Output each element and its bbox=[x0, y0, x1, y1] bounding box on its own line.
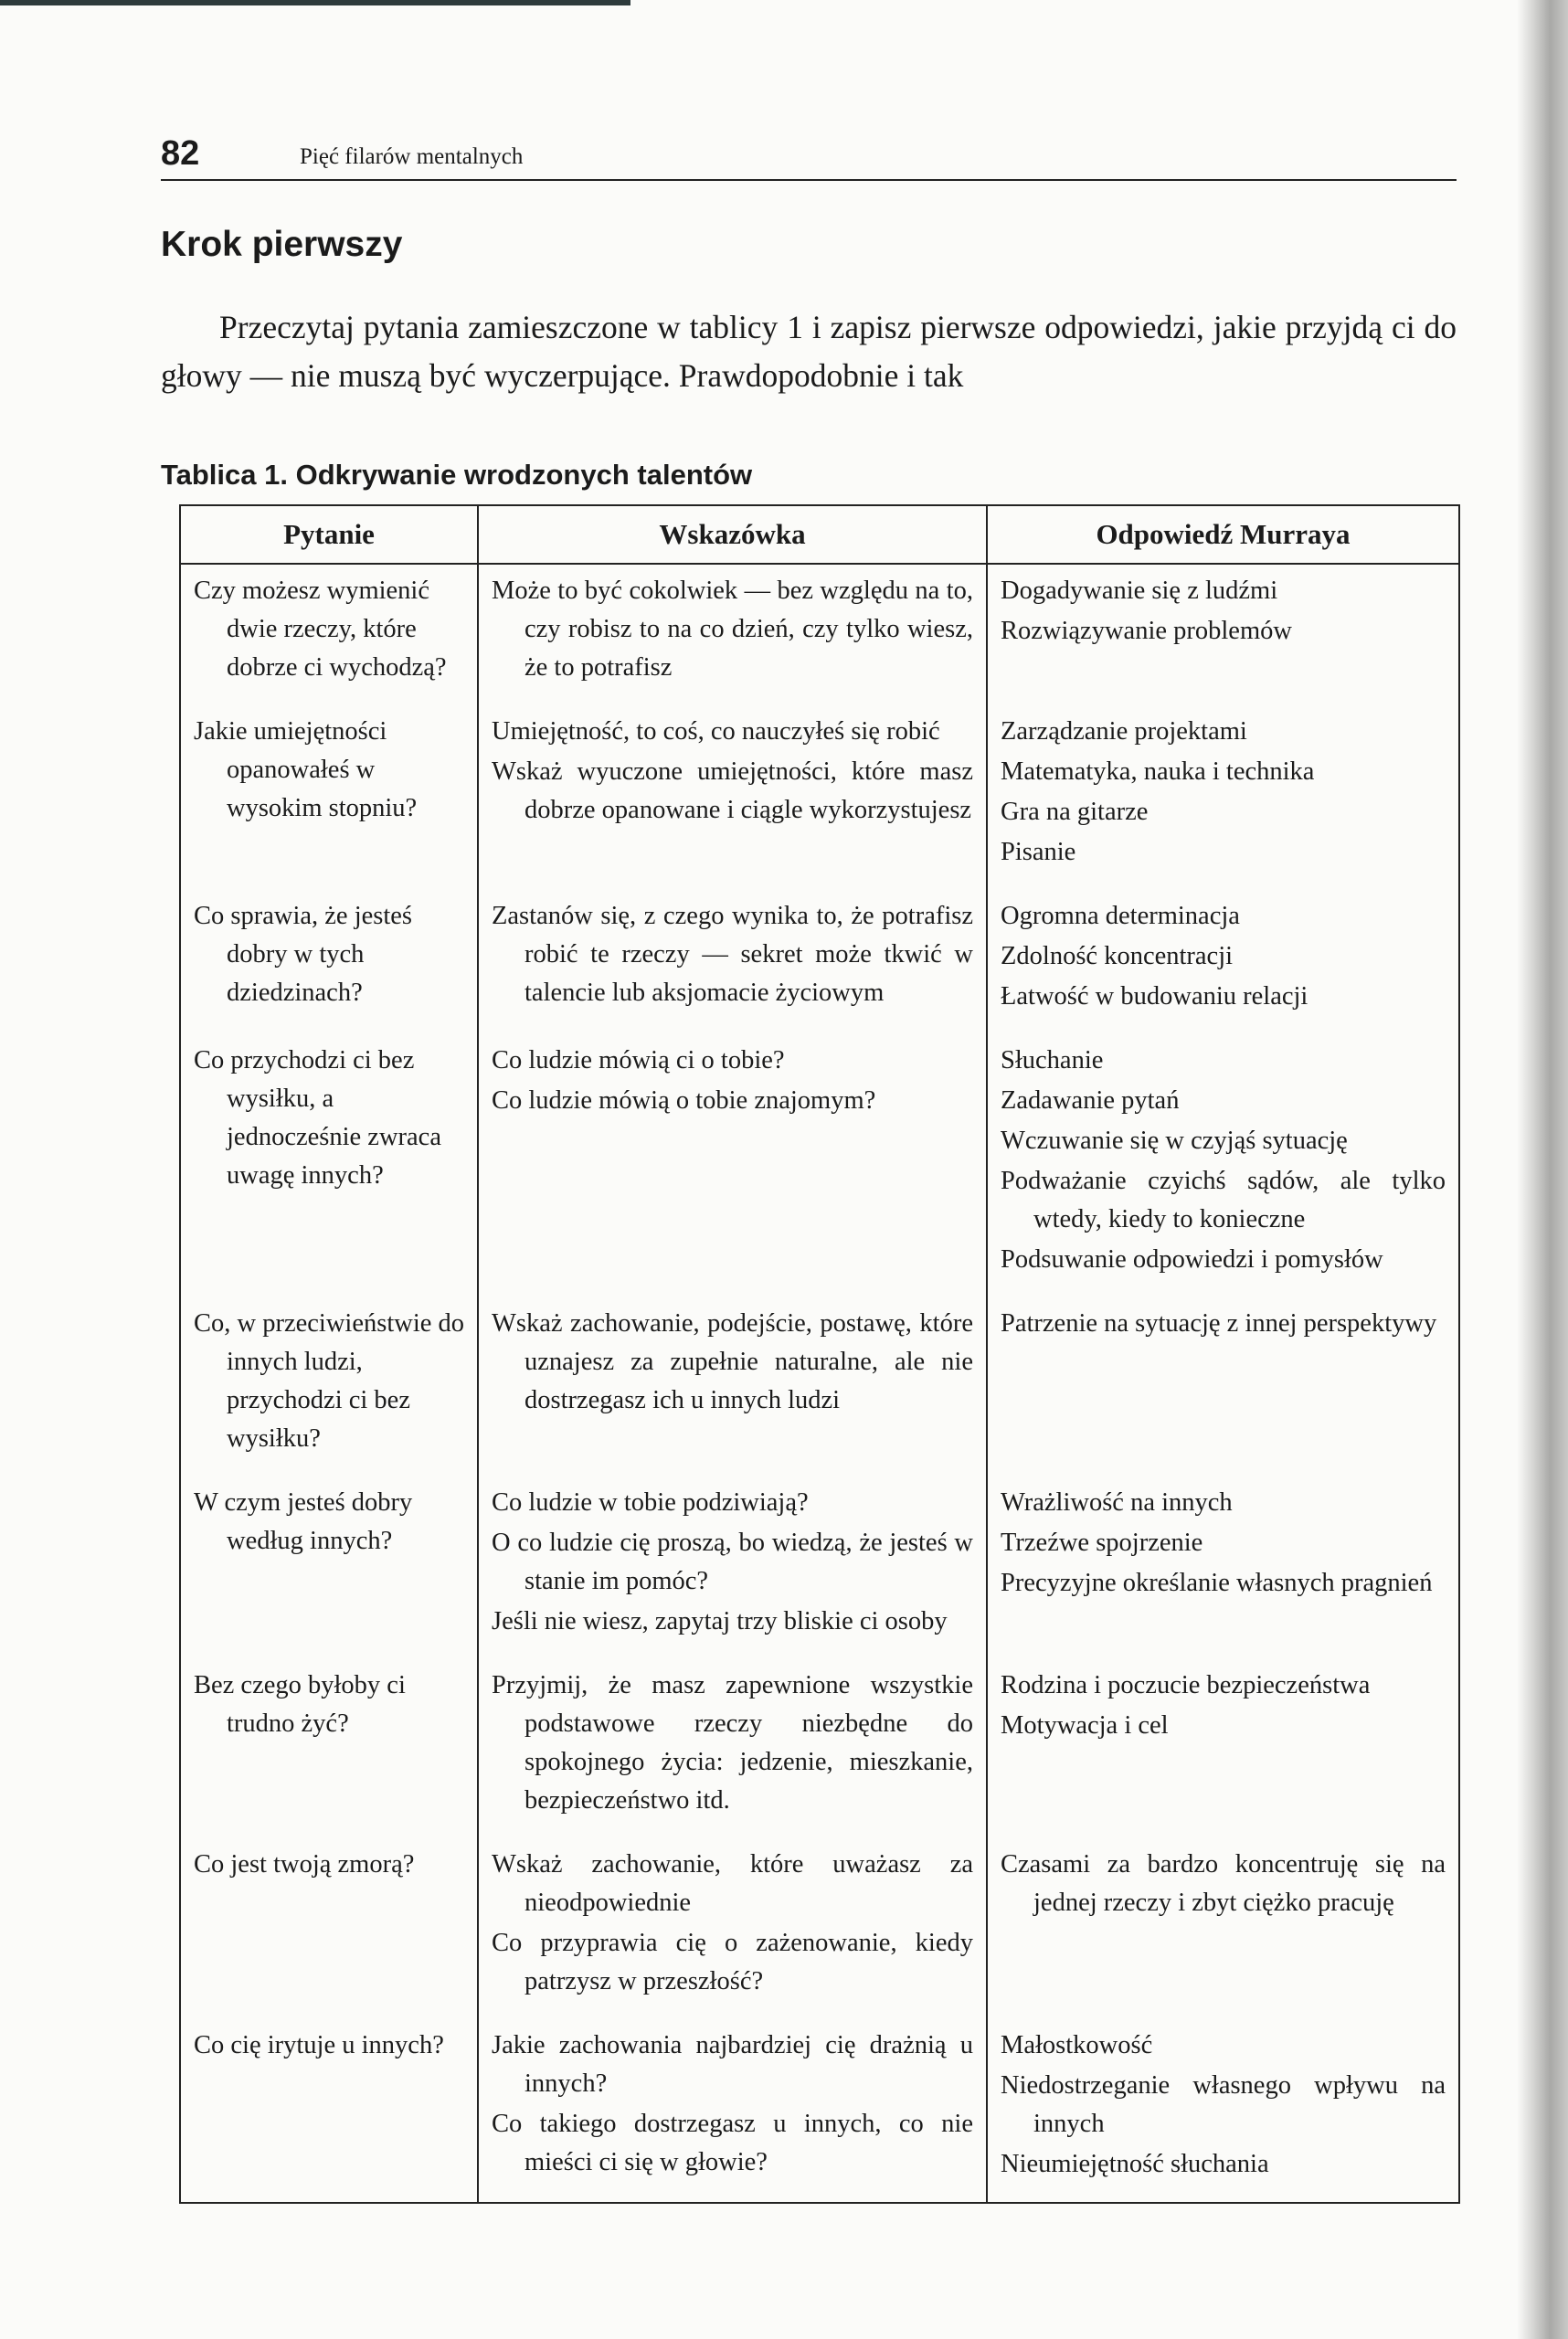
question-text: Czy możesz wymienić dwie rzeczy, które dobrze ci wychodzą? bbox=[194, 577, 447, 682]
answer-cell bbox=[987, 1034, 1459, 1297]
question-cell bbox=[180, 705, 478, 890]
hint-text: Co ludzie w tobie podziwiają? bbox=[492, 1488, 809, 1517]
running-title: Pięć filarów mentalnych bbox=[300, 144, 524, 169]
question-text: Co przychodzi ci bez wysiłku, a jednocześnie zwraca uwagę innych? bbox=[194, 1046, 441, 1190]
hint-cell bbox=[478, 705, 987, 890]
table-row bbox=[180, 1297, 1459, 1476]
header-hint: Wskazówka bbox=[478, 505, 987, 564]
answer-cell bbox=[987, 1297, 1459, 1476]
answer-cell bbox=[987, 1659, 1459, 1838]
hint-text: Co ludzie mówią o tobie znajomym? bbox=[492, 1086, 876, 1115]
table-row bbox=[180, 2019, 1459, 2203]
hint-text: Wskaż wyuczone umiejętności, które masz dobrze opanowane i ciągle wykorzystujesz bbox=[492, 757, 973, 824]
question-cell bbox=[180, 2019, 478, 2203]
intro-paragraph: Przeczytaj pytania zamieszczone w tablicy 1 i zapisz pierwsze odpowiedzi, jakie przyjdą ci do głowy — nie muszą być wyczerpujące. Prawdopodobnie i tak bbox=[161, 309, 1457, 394]
hint-cell bbox=[478, 564, 987, 705]
hint-text: Zastanów się, z czego wynika to, że potrafisz robić te rzeczy — sekret może tkwić w talencie lub aksjomacie życiowym bbox=[492, 902, 973, 1007]
table-row bbox=[180, 1838, 1459, 2019]
table-row bbox=[180, 1476, 1459, 1659]
answer-text: Niedostrzeganie własnego wpływu na innych bbox=[1001, 2071, 1446, 2138]
question-text: Co cię irytuje u innych? bbox=[194, 2031, 444, 2059]
table-row bbox=[180, 705, 1459, 890]
question-text: Co, w przeciwieństwie do innych ludzi, przychodzi ci bez wysiłku? bbox=[194, 1309, 465, 1453]
hint-cell bbox=[478, 1297, 987, 1476]
header-question: Pytanie bbox=[180, 505, 478, 564]
question-cell bbox=[180, 1838, 478, 2019]
question-cell bbox=[180, 1034, 478, 1297]
answer-text: Czasami za bardzo koncentruję się na jednej rzeczy i zbyt ciężko pracuję bbox=[1001, 1850, 1446, 1917]
answer-text: Łatwość w budowaniu relacji bbox=[1001, 982, 1308, 1011]
hint-text: Przyjmij, że masz zapewnione wszystkie podstawowe rzeczy niezbędne do spokojnego życia: jedzenie, mieszkanie, bezpieczeństwo itd. bbox=[492, 1671, 973, 1815]
question-text: Co sprawia, że jesteś dobry w tych dziedzinach? bbox=[194, 902, 413, 1007]
table-header-row bbox=[180, 505, 1459, 564]
answer-text: Gra na gitarze bbox=[1001, 798, 1149, 826]
question-text: Bez czego byłoby ci trudno żyć? bbox=[194, 1671, 406, 1738]
hint-text: Umiejętność, to coś, co nauczyłeś się robić bbox=[492, 717, 940, 746]
answer-text: Precyzyjne określanie własnych pragnień bbox=[1001, 1569, 1433, 1597]
question-cell bbox=[180, 1297, 478, 1476]
answer-text: Zdolność koncentracji bbox=[1001, 942, 1234, 970]
answer-text: Podsuwanie odpowiedzi i pomysłów bbox=[1001, 1245, 1383, 1274]
hint-text: Wskaż zachowanie, które uważasz za nieodpowiednie bbox=[492, 1850, 973, 1917]
answer-text: Trzeźwe spojrzenie bbox=[1001, 1529, 1203, 1557]
answer-text: Podważanie czyichś sądów, ale tylko wtedy, kiedy to konieczne bbox=[1001, 1167, 1446, 1233]
hint-text: Wskaż zachowanie, podejście, postawę, które uznajesz za zupełnie naturalne, ale nie dostrzegasz ich u innych ludzi bbox=[492, 1309, 973, 1414]
table-row bbox=[180, 890, 1459, 1034]
hint-cell bbox=[478, 1476, 987, 1659]
table-row bbox=[180, 1659, 1459, 1838]
answer-text: Matematyka, nauka i technika bbox=[1001, 757, 1315, 786]
hint-cell bbox=[478, 1034, 987, 1297]
question-cell bbox=[180, 1659, 478, 1838]
answer-text: Małostkowość bbox=[1001, 2031, 1153, 2059]
answer-cell bbox=[987, 1476, 1459, 1659]
answer-text: Słuchanie bbox=[1001, 1046, 1104, 1074]
answer-text: Dogadywanie się z ludźmi bbox=[1001, 577, 1278, 605]
question-text: W czym jesteś dobry według innych? bbox=[194, 1488, 413, 1555]
answer-text: Ogromna determinacja bbox=[1001, 902, 1240, 930]
answer-text: Zadawanie pytań bbox=[1001, 1086, 1180, 1115]
answer-text: Rozwiązywanie problemów bbox=[1001, 617, 1292, 645]
hint-text: Jakie zachowania najbardziej cię drażnią u innych? bbox=[492, 2031, 973, 2098]
table-row bbox=[180, 1034, 1459, 1297]
hint-text: Co ludzie mówią ci o tobie? bbox=[492, 1046, 785, 1074]
table-caption: Tablica 1. Odkrywanie wrodzonych talentów bbox=[161, 459, 753, 491]
answer-text: Pisanie bbox=[1001, 838, 1076, 866]
hint-cell bbox=[478, 2019, 987, 2203]
hint-cell bbox=[478, 1659, 987, 1838]
hint-cell bbox=[478, 890, 987, 1034]
answer-text: Wrażliwość na innych bbox=[1001, 1488, 1233, 1517]
table-row bbox=[180, 564, 1459, 705]
hint-text: O co ludzie cię proszą, bo wiedzą, że jesteś w stanie im pomóc? bbox=[492, 1529, 973, 1595]
talents-table bbox=[179, 504, 1460, 2204]
answer-cell bbox=[987, 1838, 1459, 2019]
question-cell bbox=[180, 890, 478, 1034]
answer-cell bbox=[987, 2019, 1459, 2203]
section-title: Krok pierwszy bbox=[161, 225, 403, 264]
question-text: Jakie umiejętności opanowałeś w wysokim stopniu? bbox=[194, 717, 418, 822]
question-cell bbox=[180, 1476, 478, 1659]
header-answer: Odpowiedź Murraya bbox=[987, 505, 1459, 564]
question-cell bbox=[180, 564, 478, 705]
answer-cell bbox=[987, 564, 1459, 705]
answer-text: Nieumiejętność słuchania bbox=[1001, 2150, 1269, 2178]
hint-cell bbox=[478, 1838, 987, 2019]
answer-cell bbox=[987, 890, 1459, 1034]
answer-cell bbox=[987, 705, 1459, 890]
running-header bbox=[161, 128, 1457, 181]
answer-text: Zarządzanie projektami bbox=[1001, 717, 1247, 746]
question-text: Co jest twoją zmorą? bbox=[194, 1850, 415, 1879]
answer-text: Patrzenie na sytuację z innej perspektywy bbox=[1001, 1309, 1437, 1338]
hint-text: Co przyprawia cię o zażenowanie, kiedy patrzysz w przeszłość? bbox=[492, 1929, 973, 1995]
hint-text: Co takiego dostrzegasz u innych, co nie mieści ci się w głowie? bbox=[492, 2110, 973, 2176]
answer-text: Motywacja i cel bbox=[1001, 1711, 1169, 1740]
scan-edge-top bbox=[0, 0, 630, 5]
hint-text: Może to być cokolwiek — bez względu na to, czy robisz to na co dzień, czy tylko wiesz, że to potrafisz bbox=[492, 577, 973, 682]
page-shadow-edge bbox=[1517, 0, 1568, 2339]
page-number: 82 bbox=[161, 134, 200, 173]
answer-text: Wczuwanie się w czyjąś sytuację bbox=[1001, 1127, 1348, 1155]
answer-text: Rodzina i poczucie bezpieczeństwa bbox=[1001, 1671, 1371, 1699]
hint-text: Jeśli nie wiesz, zapytaj trzy bliskie ci osoby bbox=[492, 1607, 948, 1635]
